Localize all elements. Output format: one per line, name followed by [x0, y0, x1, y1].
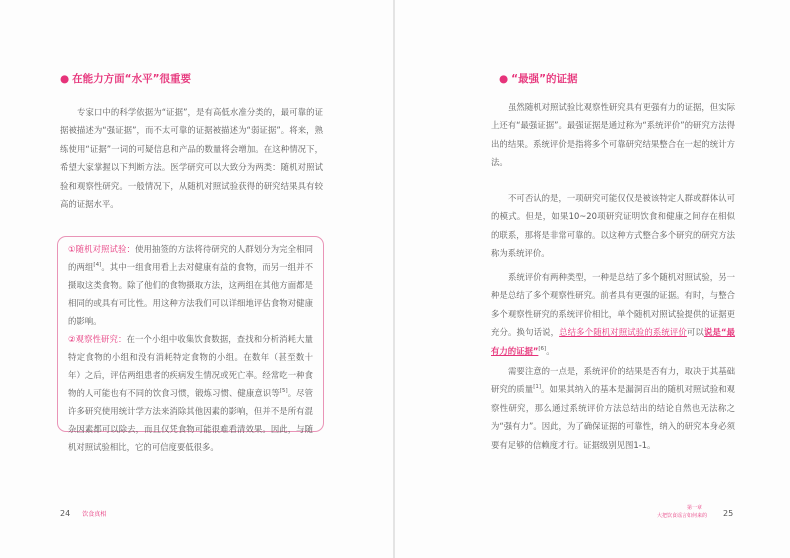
section-heading [499, 71, 577, 86]
paragraph-3: 系统评价有两种类型，一种是总结了多个随机对照试验，另一种是总结了多个观察性研究。前者具有更强的证据。有时，与整合多个观察性研究的系统评价相比，单个随机对照试验提供的证据更充分。换句话说，总结多个随机对照试验的系统评价可以说是“最有力的证据”[6]。 [491, 272, 736, 356]
citation: [4] [93, 262, 102, 269]
highlight-text: 说是“最有力的证据” [491, 327, 736, 356]
intro-paragraph: 专家口中的科学依据为“证据”，是有高低水准分类的，最可靠的证据被描述为“强证据”，而不太可靠的证据被描述为“弱证据”。将来，熟练使用“证据”一词的可疑信息和产品的数量将会增加。在这种情况下，希望大家掌握以下判断方法。医学研究可以大致分为两类：随机对照试验和观察性研究。一般情况下，从随机对照试验获得的研究结果具有较高的证据水平。 [60, 107, 323, 210]
study-types-box [57, 236, 324, 452]
running-chapter: 第一章 [687, 505, 703, 511]
running-title: 大把饮食谣言如何来的 [657, 513, 708, 519]
section-heading-text: 在能力方面“水平”很重要 [72, 73, 191, 85]
section-heading [60, 71, 191, 86]
rct-item: ①随机对照试验：使用抽签的方法将待研究的人群划分为完全相同的两组[4]。其中一组食用看上去对健康有益的食物，而另一组并不摄取这类食物。除了他们的食物摄取方法，这两组在其他方面都是相同的或具有可比性。用这种方法我们可以详细地评估食物对健康的影响。 [68, 244, 314, 326]
page-number-left: 24 饮食真相 [60, 509, 107, 518]
highlight-text: 总结多个随机对照试验的系统评价 [559, 327, 687, 338]
observational-term: ②观察性研究： [68, 334, 127, 344]
observational-item: ②观察性研究：在一个小组中收集饮食数据，查找和分析消耗大量特定食物的小组和没有消耗特定食物的小组。在数年（甚至数十年）之后，评估两组患者的疾病发生情况或死亡率。经常吃一种食物的人可能也有不同的饮食习惯，锻炼习惯、健康意识等[5]。尽管许多研究使用统计学方法来消除其他因素的影响，但并不是所有混杂因素都可以除去，而且仅凭食物可能很难看清效果。因此，与随机对照试验相比，它的可信度要低很多。 [68, 334, 314, 452]
citation: [1] [533, 384, 541, 391]
bullet-icon: ● [499, 73, 509, 85]
rct-term: ①随机对照试验： [68, 244, 135, 254]
right-page [395, 0, 790, 558]
citation: [6] [538, 345, 547, 352]
paragraph-1: 虽然随机对照试验比观察性研究具有更强有力的证据，但实际上还有“最强证据”。最强证据是通过称为“系统评价”的研究方法得出的结果。系统评价是指将多个可靠研究结果整合在一起的统计方法。 [491, 102, 735, 168]
page-number-right: 25 [723, 509, 734, 518]
paragraph-2: 不可否认的是，一项研究可能仅仅是被该特定人群或群体认可的模式。但是，如果10~20项研究证明饮食和健康之间存在相似的联系，那将是非常可靠的。以这种方式整合多个研究的研究方法称为系统评价。 [491, 193, 735, 259]
section-heading-text: “最强”的证据 [511, 73, 578, 85]
paragraph-4: 需要注意的一点是，系统评价的结果是否有力，取决于其基础研究的质量[1]。如果其纳入的基本是漏洞百出的随机对照试验和观察性研究，那么通过系统评价方法总结出的结论自然也无法称之为“强有力”。因此，为了确保证据的可靠性，纳入的研究本身必须要有足够的信赖度才行。证据级别见图1-1。 [491, 366, 736, 450]
book-title: 饮食真相 [82, 511, 107, 518]
bullet-icon: ● [60, 73, 70, 85]
citation: [5] [279, 388, 288, 395]
